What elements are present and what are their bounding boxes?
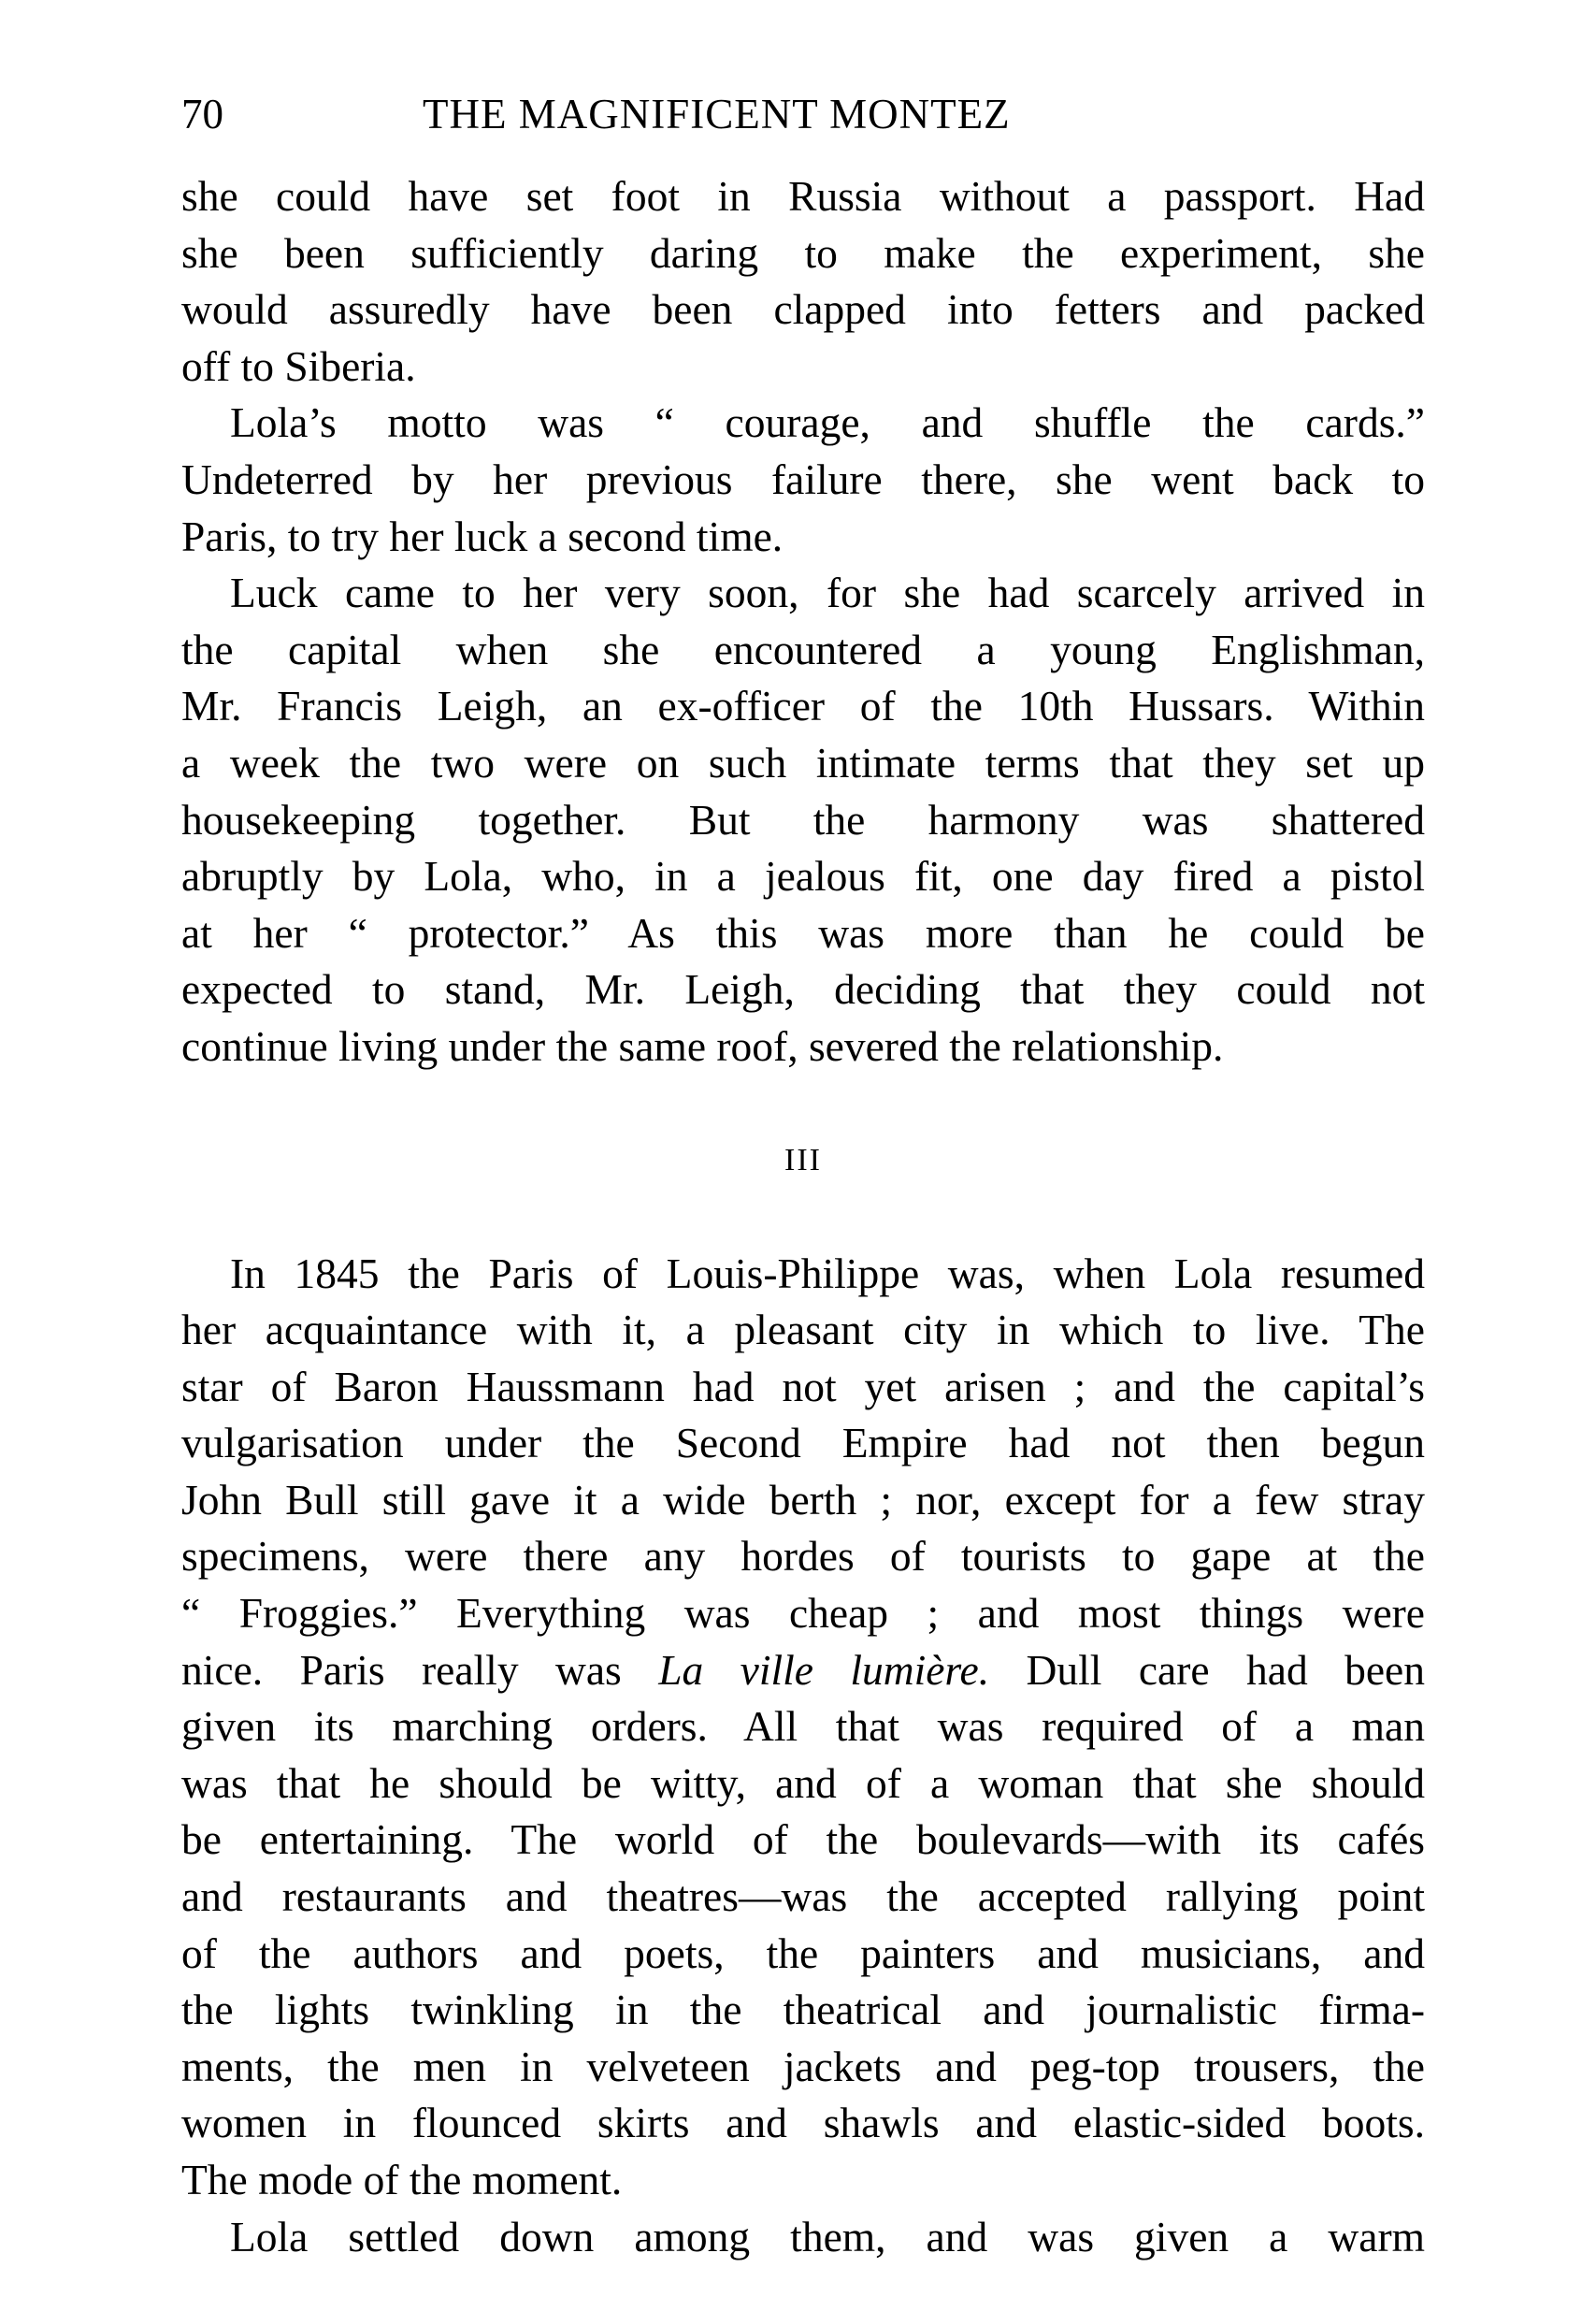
text-line: vulgarisation under the Second Empire had not then begun (181, 1419, 1425, 1467)
text-line: was that he should be witty, and of a woman that she should (181, 1758, 1425, 1807)
text-line: star of Baron Haussmann had not yet arisen ; and the capital’s (181, 1362, 1425, 1410)
text-line: at her “ protector.” As this was more than he could be (181, 908, 1425, 957)
text-line: of the authors and poets, the painters and musicians, and (181, 1928, 1425, 1977)
text-line: housekeeping together. But the harmony was shattered (181, 795, 1425, 844)
text-line: expected to stand, Mr. Leigh, deciding that they could not (181, 965, 1425, 1014)
text-line: Paris, to try her luck a second time. (181, 512, 784, 560)
section-number: III (784, 1142, 822, 1177)
text-line: Lola’s motto was “ courage, and shuffle the cards.” (230, 398, 1425, 447)
text-line: Mr. Francis Leigh, an ex-officer of the 10th Hussars. Within (181, 682, 1425, 730)
text-line: would assuredly have been clapped into fetters and packed (181, 285, 1425, 334)
running-title: THE MAGNIFICENT MONTEZ (423, 91, 1011, 137)
running-head (181, 86, 1425, 142)
text-line: “ Froggies.” Everything was cheap ; and most things were (181, 1589, 1425, 1638)
text-line: she could have set foot in Russia without a passport. Had (181, 172, 1425, 220)
page-number: 70 (181, 91, 223, 137)
text-segment: nice. Paris really was (181, 1645, 659, 1694)
text-line: Lola settled down among them, and was given a warm (230, 2212, 1425, 2260)
text-line: John Bull still gave it a wide berth ; nor, except for a few stray (181, 1475, 1425, 1524)
body-text (181, 168, 1425, 2265)
text-line: given its marching orders. All that was required of a man (181, 1702, 1425, 1751)
text-line: a week the two were on such intimate terms that they set up (181, 738, 1425, 787)
text-line: specimens, were there any hordes of tourists to gape at the (181, 1532, 1425, 1581)
text-line: the capital when she encountered a young Englishman, (181, 625, 1425, 673)
text-line: off to Siberia. (181, 341, 416, 390)
text-line: and restaurants and theatres—was the accepted rallying point (181, 1872, 1425, 1921)
text-line: The mode of the moment. (181, 2156, 623, 2203)
text-line: women in flounced skirts and shawls and elastic-sided boots. (181, 2099, 1425, 2147)
text-segment: Dull care had been (989, 1645, 1426, 1694)
text-line: Luck came to her very soon, for she had scarcely arrived in (230, 569, 1425, 617)
text-line: be entertaining. The world of the boulevards—with its cafés (181, 1815, 1425, 1864)
italic-phrase: La ville lumière. (658, 1645, 990, 1694)
text-line: abruptly by Lola, who, in a jealous fit, one day fired a pistol (181, 852, 1425, 901)
text-line: she been sufficiently daring to make the experiment, she (181, 228, 1425, 277)
text-line: continue living under the same roof, severed the relationship. (181, 1021, 1224, 1070)
text-line: Undeterred by her previous failure there, she went back to (181, 455, 1425, 503)
text-line: her acquaintance with it, a pleasant city in which to live. The (181, 1306, 1425, 1354)
text-line: In 1845 the Paris of Louis-Philippe was, when Lola resumed (230, 1249, 1425, 1297)
text-line-with-italic (181, 1642, 1425, 1699)
text-line: the lights twinkling in the theatrical and journalistic firma- (181, 1986, 1425, 2034)
text-line: ments, the men in velveteen jackets and peg-top trousers, the (181, 2042, 1425, 2090)
